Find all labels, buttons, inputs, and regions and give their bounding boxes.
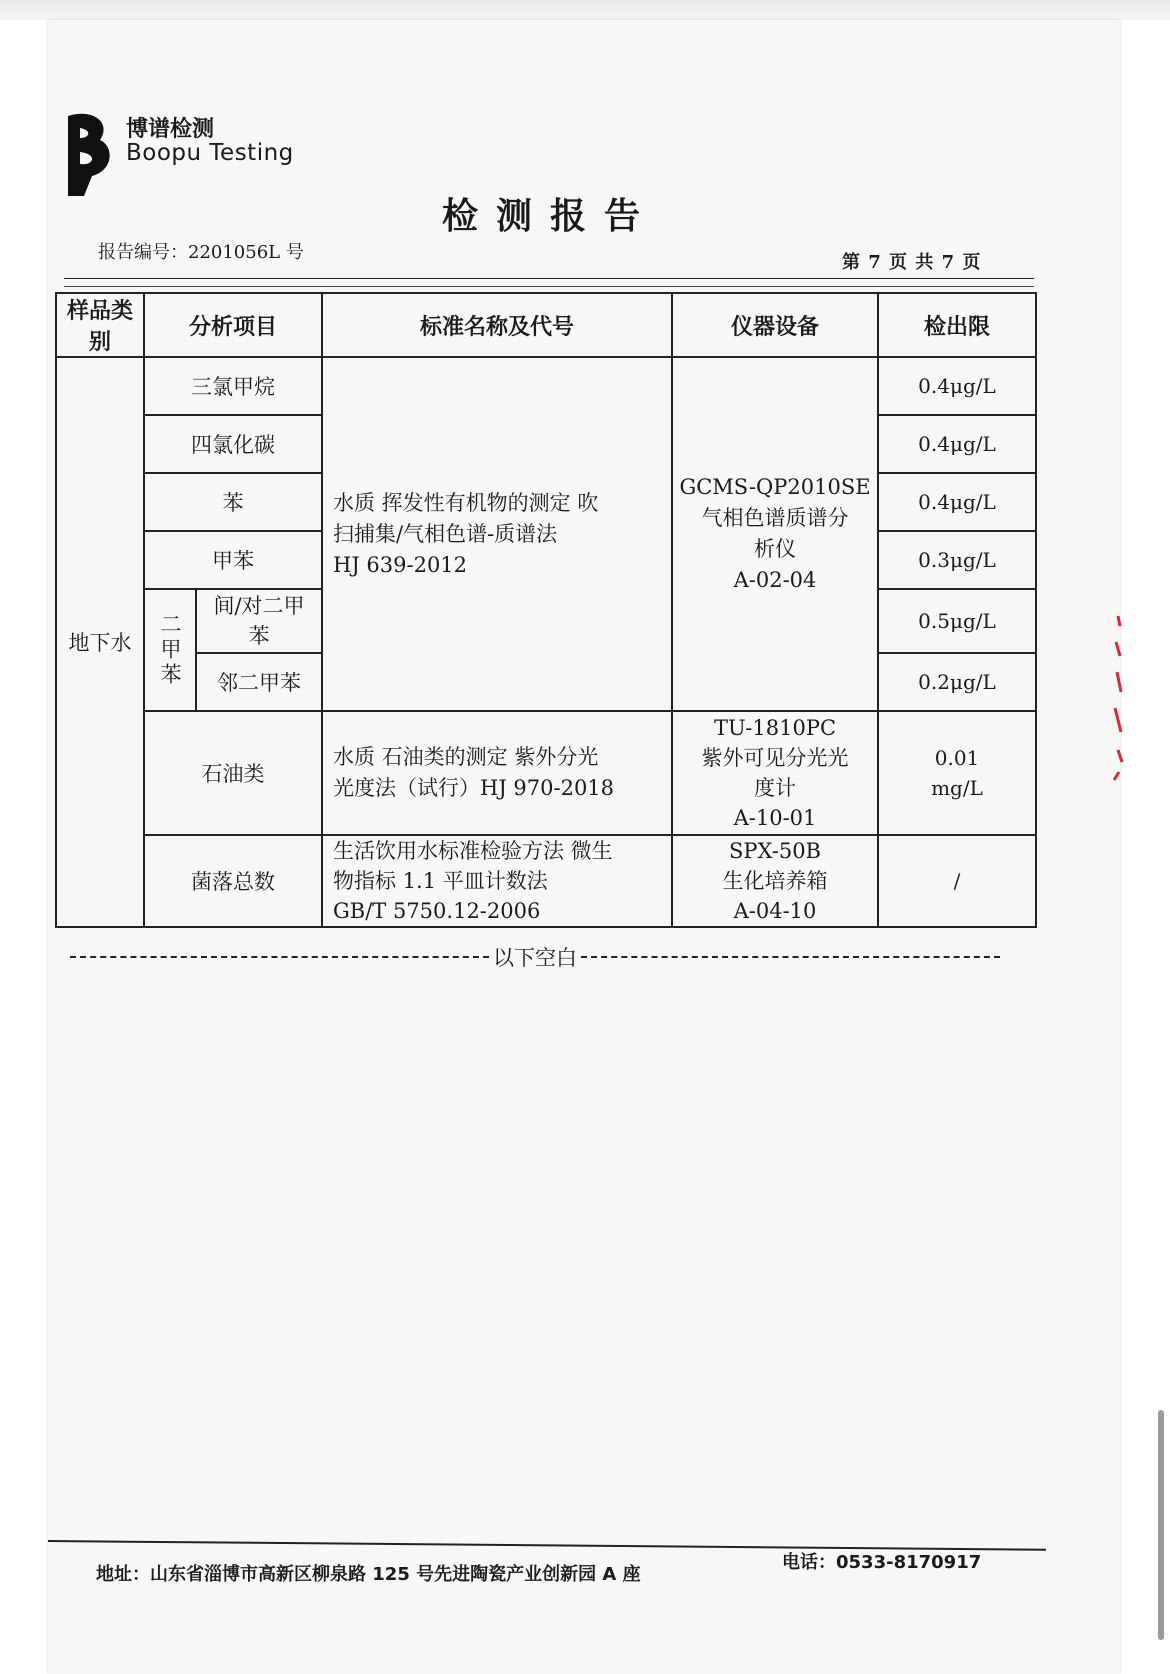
analysis-item: 三氯甲烷	[144, 357, 322, 415]
header-instrument: 仪器设备	[672, 293, 878, 357]
viewer-top-bar	[0, 0, 1170, 20]
red-stamp-edge	[1112, 612, 1124, 782]
analysis-item: 苯	[144, 473, 322, 531]
detection-limit: 0.2μg/L	[878, 653, 1036, 711]
blank-below-notice	[70, 944, 1000, 970]
analysis-item: 四氯化碳	[144, 415, 322, 473]
detection-limit: 0.3μg/L	[878, 531, 1036, 589]
detection-limit: /	[878, 835, 1036, 927]
footer-address: 地址：山东省淄博市高新区柳泉路 125 号先进陶瓷产业创新园 A 座	[96, 1564, 641, 1585]
blank-below-text: 以下空白	[493, 946, 577, 970]
standard-oil: 水质 石油类的测定 紫外分光 光度法（试行）HJ 970-2018	[322, 711, 672, 835]
instrument-bacteria: SPX-50B 生化培养箱 A-04-10	[672, 835, 878, 927]
header-divider-2	[64, 286, 1034, 287]
detection-limit: 0.5μg/L	[878, 589, 1036, 653]
header-analysis-item: 分析项目	[144, 293, 322, 357]
footer-phone: 电话：0533-8170917	[782, 1552, 982, 1573]
detection-limit: 0.4μg/L	[878, 473, 1036, 531]
page-indicator: 第 7 页 共 7 页	[842, 252, 982, 273]
brand-name-cn: 博谱检测	[126, 117, 215, 142]
instrument-vocs: GCMS-QP2010SE 气相色谱质谱分 析仪 A-02-04	[672, 357, 878, 711]
detection-limit: 0.4μg/L	[878, 357, 1036, 415]
header-detection-limit: 检出限	[878, 293, 1036, 357]
header-divider	[64, 278, 1034, 279]
scrollbar-thumb[interactable]	[1158, 1410, 1164, 1640]
analysis-item: 邻二甲苯	[196, 653, 322, 711]
xylene-group-cell: 二甲苯	[144, 589, 196, 711]
detection-limit: 0.01 mg/L	[878, 711, 1036, 835]
header-standard: 标准名称及代号	[322, 293, 672, 357]
detection-limit: 0.4μg/L	[878, 415, 1036, 473]
sample-type-cell: 地下水	[56, 357, 144, 927]
analysis-item: 甲苯	[144, 531, 322, 589]
standard-bacteria: 生活饮用水标准检验方法 微生 物指标 1.1 平皿计数法 GB/T 5750.12-2006	[322, 835, 672, 927]
test-method-table	[55, 292, 1037, 928]
boopu-logo-icon	[62, 108, 118, 198]
standard-vocs: 水质 挥发性有机物的测定 吹 扫捕集/气相色谱-质谱法 HJ 639-2012	[322, 357, 672, 711]
analysis-item: 菌落总数	[144, 835, 322, 927]
brand-name-en: Boopu Testing	[126, 140, 294, 166]
analysis-item: 石油类	[144, 711, 322, 835]
analysis-item: 间/对二甲苯	[196, 589, 322, 653]
header-sample-type: 样品类别	[56, 293, 144, 357]
instrument-oil: TU-1810PC 紫外可见分光光 度计 A-10-01	[672, 711, 878, 835]
report-number: 报告编号：2201056L 号	[98, 242, 304, 263]
document-title: 检测报告	[441, 195, 658, 237]
